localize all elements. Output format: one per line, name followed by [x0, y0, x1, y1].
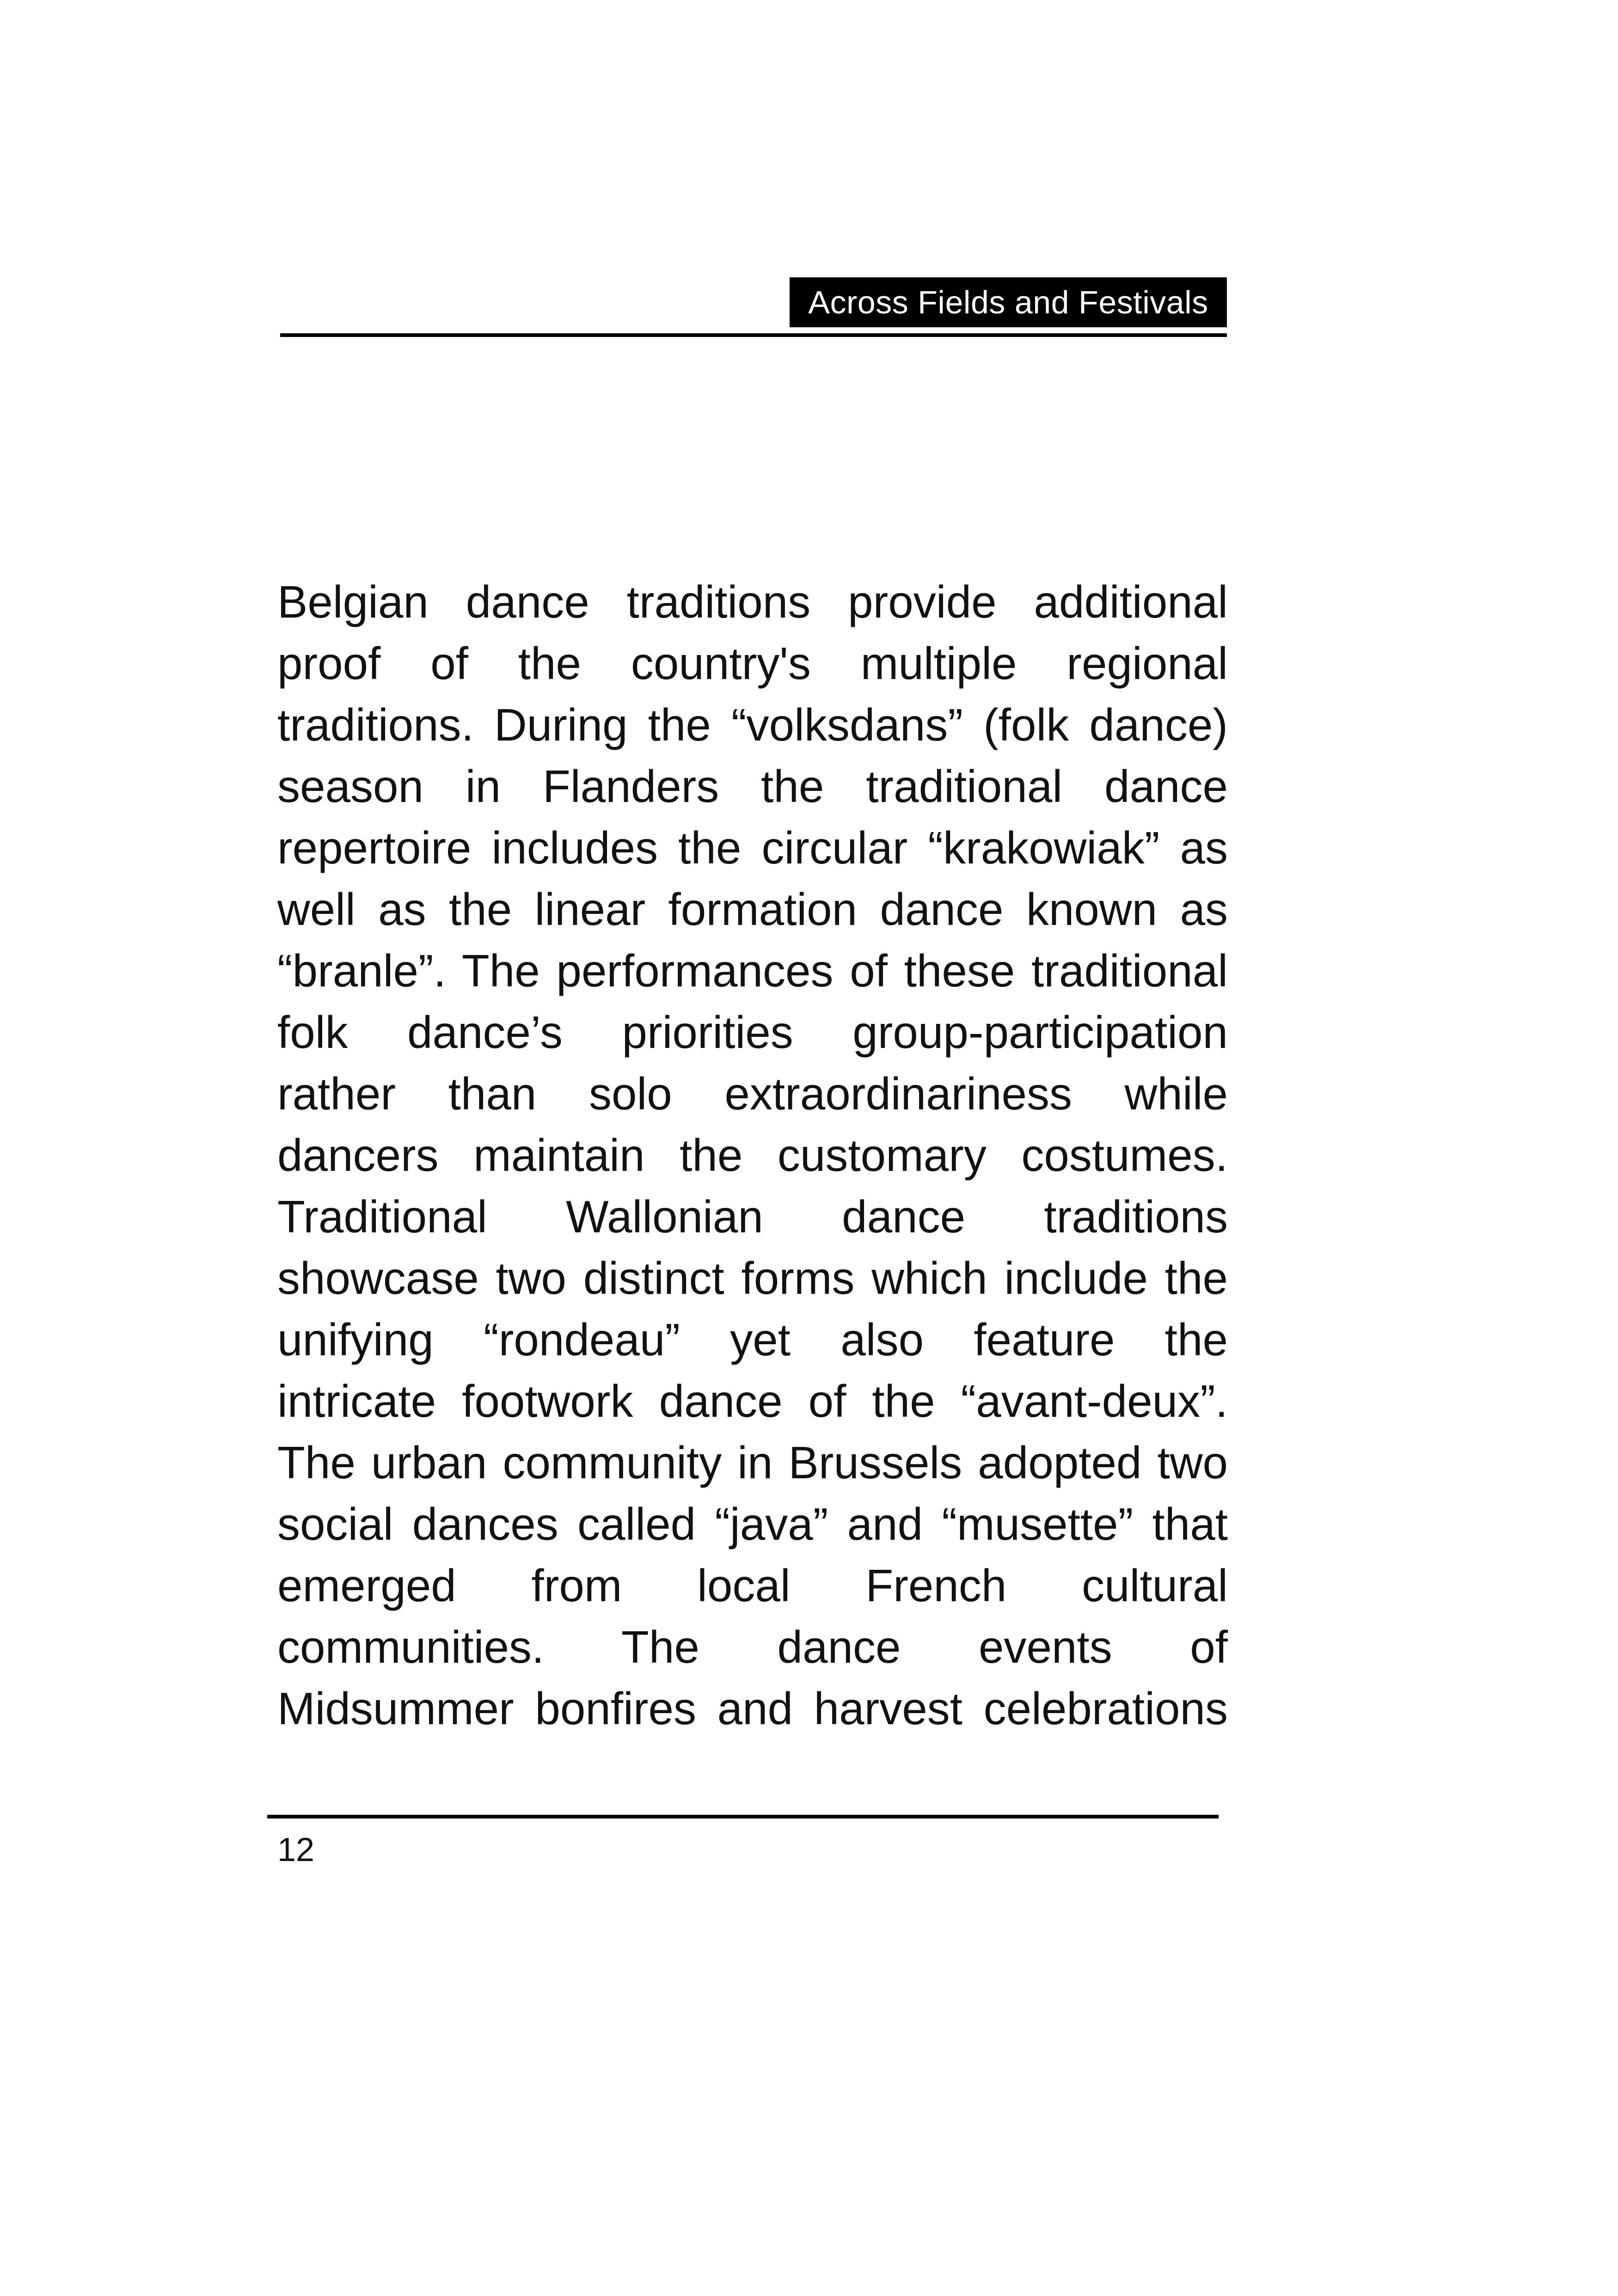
text-line: Belgian dance traditions provide additional — [277, 576, 1228, 627]
text-line: showcase two distinct forms which include the — [277, 1253, 1228, 1304]
text-line: well as the linear formation dance known as — [277, 884, 1228, 935]
text-line: social dances called “java” and “musette” that — [277, 1499, 1228, 1549]
footer-rule — [267, 1815, 1219, 1818]
text-line: Traditional Wallonian dance traditions — [277, 1191, 1228, 1242]
text-line: rather than solo extraordinariness while — [277, 1068, 1228, 1119]
header-rule — [280, 333, 1227, 337]
text-line: communities. The dance events of — [277, 1622, 1228, 1672]
text-line: repertoire includes the circular “krakowiak” as — [277, 822, 1228, 873]
text-line: The urban community in Brussels adopted two — [277, 1437, 1228, 1488]
text-line: dancers maintain the customary costumes. — [277, 1130, 1228, 1181]
text-line: Midsummer bonfires and harvest celebrations — [277, 1683, 1228, 1734]
text-line: emerged from local French cultural — [277, 1560, 1228, 1611]
running-header: Across Fields and Festivals — [790, 277, 1227, 327]
text-line: unifying “rondeau” yet also feature the — [277, 1314, 1228, 1365]
text-line: proof of the country's multiple regional — [277, 638, 1228, 689]
text-line: season in Flanders the traditional dance — [277, 761, 1228, 812]
text-line: intricate footwork dance of the “avant-deux”. — [277, 1376, 1228, 1427]
page-number: 12 — [277, 1831, 315, 1868]
text-line: folk dance’s priorities group-participation — [277, 1007, 1228, 1058]
text-line: traditions. During the “volksdans” (folk dance) — [277, 699, 1228, 750]
text-line: “branle”. The performances of these traditional — [277, 945, 1228, 996]
body-paragraph — [277, 571, 1228, 1739]
